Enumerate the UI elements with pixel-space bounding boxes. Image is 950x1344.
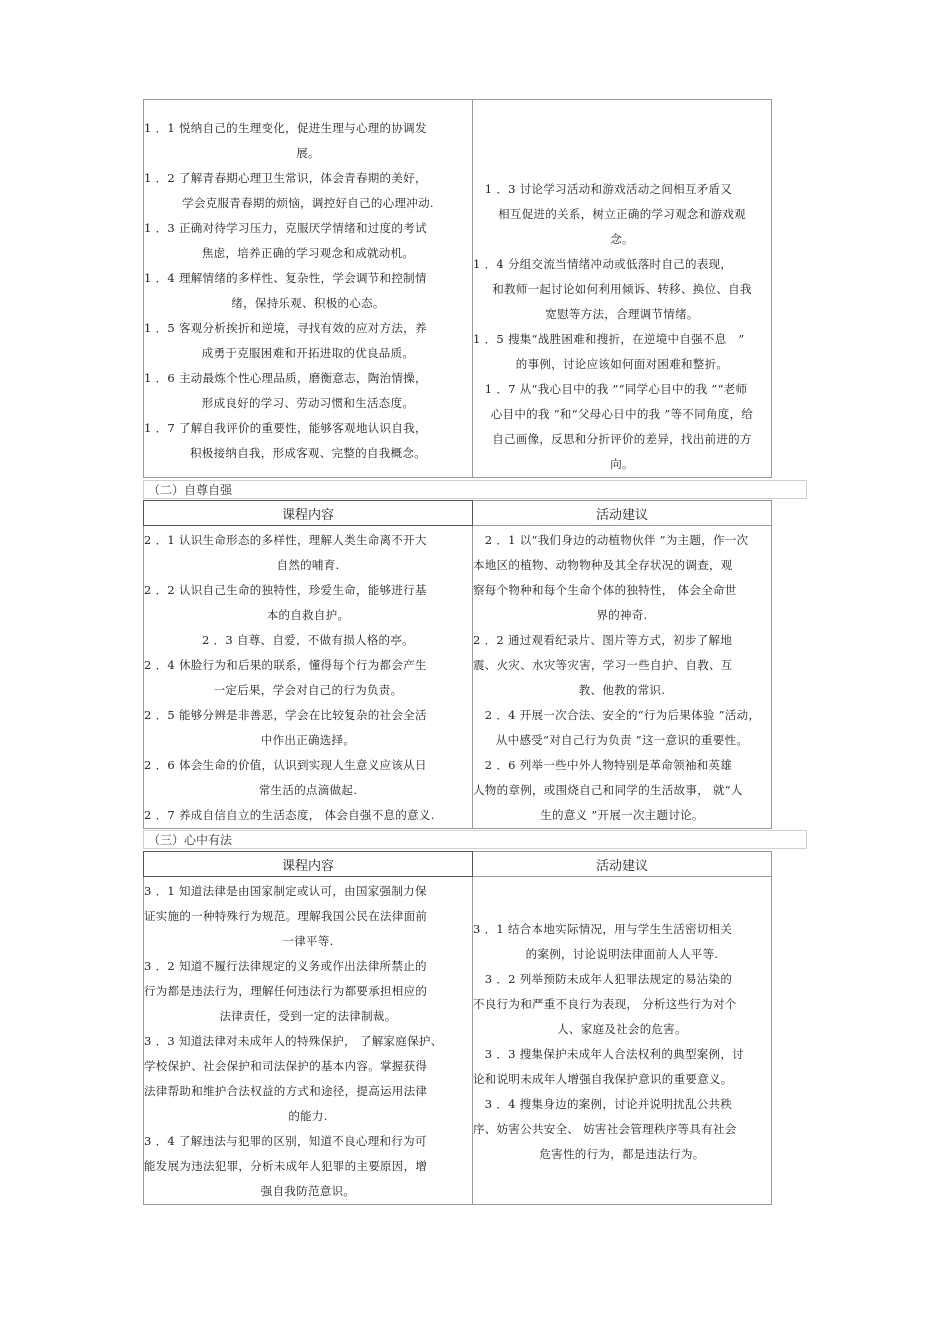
section2-activity: 2 ．6 列举一些中外人物特别是革命领袖和英雄 人物的章例，或围烧自己和同学的生活故事， 就“人 生的意义 ”开展一次主题讨论。 [473,758,743,822]
section2-header-activity: 活动建议 [473,501,772,526]
section2-item: 2 ．5 能够分辨是非善恶，学会在比较复杂的社会全活 中作出正确选择。 [144,708,427,747]
section2-activity-cell [473,526,772,829]
section2-activity: 2 ．2 通过观看纪录片、图片等方式，初步了解地 震、火灾、水灾等灾害，学习一些自护、自教、互 教、他教的常识. [473,633,733,697]
section2-title: （二）自尊自强 [143,480,807,499]
section3-title: （三）心中有法 [143,830,807,849]
section3-item: 3 ．1 知道法律是由国家制定或认可，由国家强制力保 证实施的一种特殊行为规范。理解我国公民在法律面前 一律平等. [144,884,428,948]
section1-activity: 1 ．7 从“我心目中的我 ”“同学心目中的我 ”“老师 心目中的我 ”和“父母心日中的我 ”等不同角度，给 自己画像，反思和分折评价的差异，找出前进的方 向。 [473,382,754,471]
section1-item: 1 ．4 理解情绪的多样性、复杂性，学会调节和控制情 绪，保持乐观、积极的心态。 [144,271,427,310]
section2-item: 2 ．1 认识生命形态的多样性，理解人类生命离不开大 自然的哺育. [144,533,427,572]
section2-content-cell [144,526,473,829]
section3-content-cell [144,877,473,1205]
section2-activity: 2 ．1 以“我们身边的动植物伙伴 ”为主题，作一次 本地区的植物、动物物种及其全存状况的调查，观 察每个物种和每个生命个体的独特性， 体会全命世 界的神奇. [473,533,749,622]
section1-item: 1 ．1 悦纳自己的生理变化，促进生理与心理的协调发 展。 [144,121,427,160]
section2-activity: 2 ．4 开展一次合法、安全的“行为后果体验 ”活动， 从中感受“对自己行为负责 ”这一意识的重要性。 [473,708,761,747]
section1-activity: 1 ．3 讨论学习活动和游戏活动之间相互矛盾又 相互促进的关系，树立正确的学习观念和游戏观 念。 [473,182,746,246]
section3-activity-cell [473,877,772,1205]
section2-item: 2 ．7 养成自信自立的生活态度， 体会自强不息的意义. [144,808,435,822]
section2-item: 2 ．6 体会生命的价值，认识到实现人生意义应该从日 常生活的点滴做起. [144,758,427,797]
section1-table [143,99,772,478]
section1-item: 1 ．6 主动最炼个性心理品质，磨衡意志，陶治情操， 形成良好的学习、劳动习惯和生活态度。 [144,371,427,410]
section3-header-activity: 活动建议 [473,852,772,877]
section1-activity: 1 ．5 搜集“战胜困难和搜折，在逆境中自强不息 ” 的事例，讨论应该如何面对困难和整折。 [473,332,745,371]
section3-activity: 3 ．4 搜集身边的案例，讨论并说明扰乱公共秩 序、妨害公共安全、 妨害社会管理秩序等具有社会 危害性的行为，都是违法行为。 [473,1097,737,1161]
section1-item: 1 ．7 了解自我评价的重要性，能够客观地认识自我， 积极接纳自我，形成客观、完整的自我概念。 [144,421,427,460]
section2-item: 2 ．2 认识自己生命的独特性，珍爱生命，能够进行基 本的自救自护。 [144,583,427,622]
section3-item: 3 ．2 知道不履行法律规定的义务或作出法律所禁止的 行为都是违法行为，理解任何违法行为都要承担相应的 法律责任，受到一定的法律制裁。 [144,959,428,1023]
section3-activity: 3 ．1 结合本地实际情况，用与学生生活密切相关 的案例，讨论说明法律面前人人平等. [473,922,733,961]
section2-item: 2 ．3 自尊、自爱，不做有损人格的亭。 [202,633,414,647]
section1-activity-cell [473,100,772,478]
section2-header-content: 课程内容 [144,501,473,526]
section1-item: 1 ．5 客观分析挨折和逆境，寻找有效的应对方法，养 成勇于克服困难和开拓进取的优良品质。 [144,321,427,360]
section3-activity: 3 ．3 搜集保护未成年人合法权利的典型案例，讨 论和说明未成年人增强自我保护意识的重要意义。 [473,1047,744,1086]
section3-item: 3 ．4 了解违法与犯罪的区别，知道不良心理和行为可 能发展为违法犯罪，分析未成年人犯罪的主要原因，增 强自我防范意识。 [144,1134,428,1198]
section2-item: 2 ．4 休脸行为和后果的联系，懂得每个行为都会产生 一定后果，学会对自己的行为负责。 [144,658,427,697]
section1-item: 1 ．2 了解青春期心理卫生常识，体会青春期的美好， 学会克服青春期的烦恼，调控好自己的心理冲动. [144,171,434,210]
section3-table [143,851,772,1205]
section1-item: 1 ．3 正确对待学习压力，克服厌学情绪和过度的考试 焦虑，培养正确的学习观念和成就动机。 [144,221,427,260]
section3-activity: 3 ．2 列举预防未成年人犯罪法规定的易沾染的 不良行为和严重不良行为表现， 分析这些行为对个 人、家庭及社会的危害。 [473,972,737,1036]
section3-item: 3 ．3 知道法律对未成年人的特殊保护， 了解家庭保护、 学校保护、社会保护和司法保护的基本内容。掌握获得 法律帮助和维护合法权益的方式和途径，提高运用法律 的能力. [144,1034,443,1123]
section1-content-cell [144,100,473,478]
section1-activity: 1 ．4 分组交流当情绪冲动或低落时自己的表现， 和教师一起讨论如何利用倾诉、转移、换位、自我 宽慰等方法，合理调节情绪。 [473,257,752,321]
section2-table [143,500,772,829]
section3-header-content: 课程内容 [144,852,473,877]
